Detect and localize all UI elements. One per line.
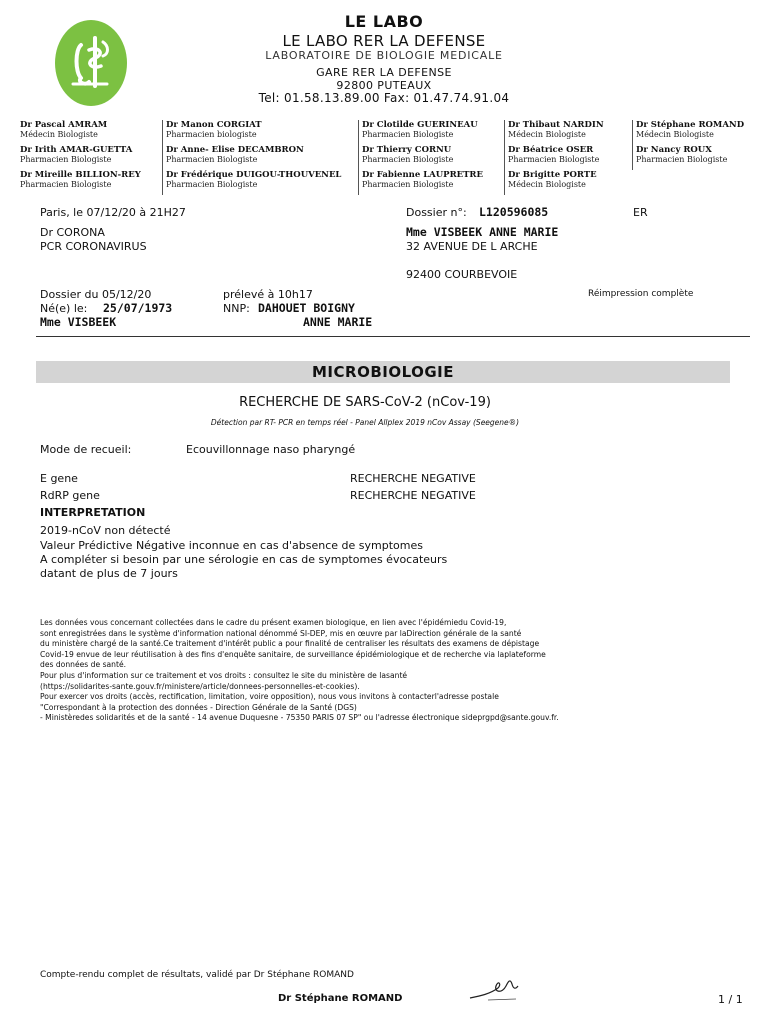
doctor-role: Médecin Biologiste (508, 130, 586, 139)
nnp-label: NNP: (223, 302, 250, 315)
legal-line: du ministère chargé de la santé.Ce traitement d'intérêt public a pour finalité de centraliser les résultats des examens de dépistage (40, 639, 540, 649)
doctor-role: Médecin Biologiste (636, 130, 714, 139)
test-method: Détection par RT- PCR en temps réel - Panel Allplex 2019 nCov Assay (Seegene®) (210, 418, 520, 427)
lab-address-line1: GARE RER LA DEFENSE (316, 66, 452, 79)
patient-short-name: Mme VISBEEK (40, 315, 117, 329)
legal-line: (https://solidarites-sante.gouv.fr/ministere/article/donnees-personnelles-et-cookies). (40, 681, 360, 691)
interpretation-title: INTERPRETATION (40, 506, 146, 519)
doctor-name: Dr Manon CORGIAT (166, 120, 262, 130)
doctor-role: Pharmacien Biologiste (20, 155, 112, 164)
legal-line: Pour exercer vos droits (accès, rectification, limitation, voire opposition), nous vous invitons à contacterl'adresse postale (40, 692, 499, 702)
doctor-name: Dr Thibaut NARDIN (508, 120, 604, 130)
lab-address-line2: 92800 PUTEAUX (336, 79, 432, 92)
page-number: 1 / 1 (718, 993, 743, 1006)
doctor-role: Pharmacien Biologiste (508, 155, 600, 164)
legal-line: Covid-19 envue de leur réutilisation à des fins d'enquête sanitaire, de surveillance épidémiologique et de recherche via laplateforme (40, 649, 546, 659)
patient-address-line1: 32 AVENUE DE L ARCHE (406, 240, 538, 253)
nnp-name-line1: DAHOUET BOIGNY (258, 301, 355, 315)
dossier-number: L120596085 (479, 205, 549, 219)
doctor-role: Pharmacien Biologiste (362, 130, 454, 139)
mode-value: Ecouvillonnage naso pharyngé (186, 443, 356, 456)
legal-line: sont enregistrées dans le système d'information national dénommé SI-DEP, mis en œuvre par laDirection générale de la santé (40, 628, 522, 638)
born-date: 25/07/1973 (103, 301, 173, 315)
interpretation-line: datant de plus de 7 jours (40, 567, 178, 580)
legal-line: des données de santé. (40, 660, 127, 670)
legal-line: Pour plus d'information sur ce traitement et vos droits : consultez le site du ministère de lasanté (40, 670, 408, 680)
legal-line: "Correspondant à la protection des données - Direction Générale de la Santé (DGS) (40, 702, 357, 712)
doctor-name: Dr Anne- Elise DECAMBRON (166, 145, 304, 155)
doctor-role: Pharmacien Biologiste (166, 180, 258, 189)
dossier-date: Dossier du 05/12/20 (40, 288, 152, 301)
result-label: E gene (40, 472, 78, 485)
doctor-name: Dr Frédérique DUIGOU-THOUVENEL (166, 170, 342, 180)
reprint-notice: Réimpression complète (588, 289, 694, 299)
section-title: MICROBIOLOGIE (36, 361, 730, 383)
result-label: RdRP gene (40, 489, 100, 502)
dossier-label: Dossier n°: (406, 206, 467, 219)
doctor-name: Dr Mireille BILLION-REY (20, 170, 141, 180)
doctor-role: Pharmacien Biologiste (362, 155, 454, 164)
doctors-column-1 (20, 120, 141, 195)
place-date: Paris, le 07/12/20 à 21H27 (40, 206, 186, 219)
doctor-name: Dr Béatrice OSER (508, 145, 594, 155)
lab-telephone: Tel: 01.58.13.89.00 Fax: 01.47.74.91.04 (258, 91, 510, 105)
doctor-role: Pharmacien biologiste (166, 130, 257, 139)
doctors-column-2 (162, 120, 341, 195)
born-label: Né(e) le: (40, 302, 88, 315)
signature-icon (468, 972, 520, 1004)
exam-name: PCR CORONAVIRUS (40, 240, 147, 253)
doctor-name: Dr Fabienne LAUPRETRE (362, 170, 483, 180)
doctor-name: Dr Stéphane ROMAND (636, 120, 745, 130)
doctor-name: Dr Brigitte PORTE (508, 170, 597, 180)
doctor-role: Pharmacien Biologiste (636, 155, 728, 164)
patient-name: Mme VISBEEK ANNE MARIE (406, 225, 559, 239)
doctor-role: Médecin Biologiste (508, 180, 586, 189)
result-value: RECHERCHE NEGATIVE (350, 489, 476, 502)
doctor-name: Dr Nancy ROUX (636, 145, 712, 155)
interpretation-line: 2019-nCoV non détecté (40, 524, 171, 537)
doctors-column-5 (632, 120, 744, 170)
test-title: RECHERCHE DE SARS-CoV-2 (nCov-19) (239, 395, 491, 410)
prescriber: Dr CORONA (40, 226, 105, 239)
interpretation-line: A compléter si besoin par une sérologie en cas de symptomes évocateurs (40, 553, 448, 566)
mode-label: Mode de recueil: (40, 443, 132, 456)
doctor-name: Dr Pascal AMRAM (20, 120, 108, 130)
lab-kind: LABORATOIRE DE BIOLOGIE MEDICALE (265, 49, 503, 62)
doctor-role: Médecin Biologiste (20, 130, 98, 139)
validation-note: Compte-rendu complet de résultats, validé par Dr Stéphane ROMAND (40, 970, 354, 980)
signatory-name: Dr Stéphane ROMAND (278, 993, 403, 1004)
doctors-column-4 (504, 120, 604, 195)
interpretation-line: Valeur Prédictive Négative inconnue en cas d'absence de symptomes (40, 539, 423, 552)
result-value: RECHERCHE NEGATIVE (350, 472, 476, 485)
dossier-er: ER (633, 206, 648, 219)
doctor-role: Pharmacien Biologiste (20, 180, 112, 189)
legal-line: Les données vous concernant collectées dans le cadre du présent examen biologique, en lien avec l'épidémiedu Covid-19, (40, 618, 507, 627)
doctors-column-3 (358, 120, 483, 195)
doctor-role: Pharmacien Biologiste (166, 155, 258, 164)
doctor-name: Dr Irith AMAR-GUETTA (20, 145, 133, 155)
nnp-name-line2: ANNE MARIE (303, 315, 373, 329)
lab-title: LE LABO (344, 12, 424, 31)
doctor-name: Dr Clotilde GUERINEAU (362, 120, 478, 130)
sample-time: prélevé à 10h17 (223, 288, 313, 301)
legal-notice (40, 618, 559, 724)
lab-subtitle: LE LABO RER LA DEFENSE (282, 32, 486, 50)
separator-line (36, 336, 750, 337)
legal-line: - Ministèredes solidarités et de la santé - 14 avenue Duquesne - 75350 PARIS 07 SP" ou l'adresse électronique sideprgpd@sante.gouv.fr. (40, 713, 559, 723)
patient-address-line2: 92400 COURBEVOIE (406, 268, 518, 281)
doctor-role: Pharmacien Biologiste (362, 180, 454, 189)
doctor-name: Dr Thierry CORNU (362, 145, 452, 155)
